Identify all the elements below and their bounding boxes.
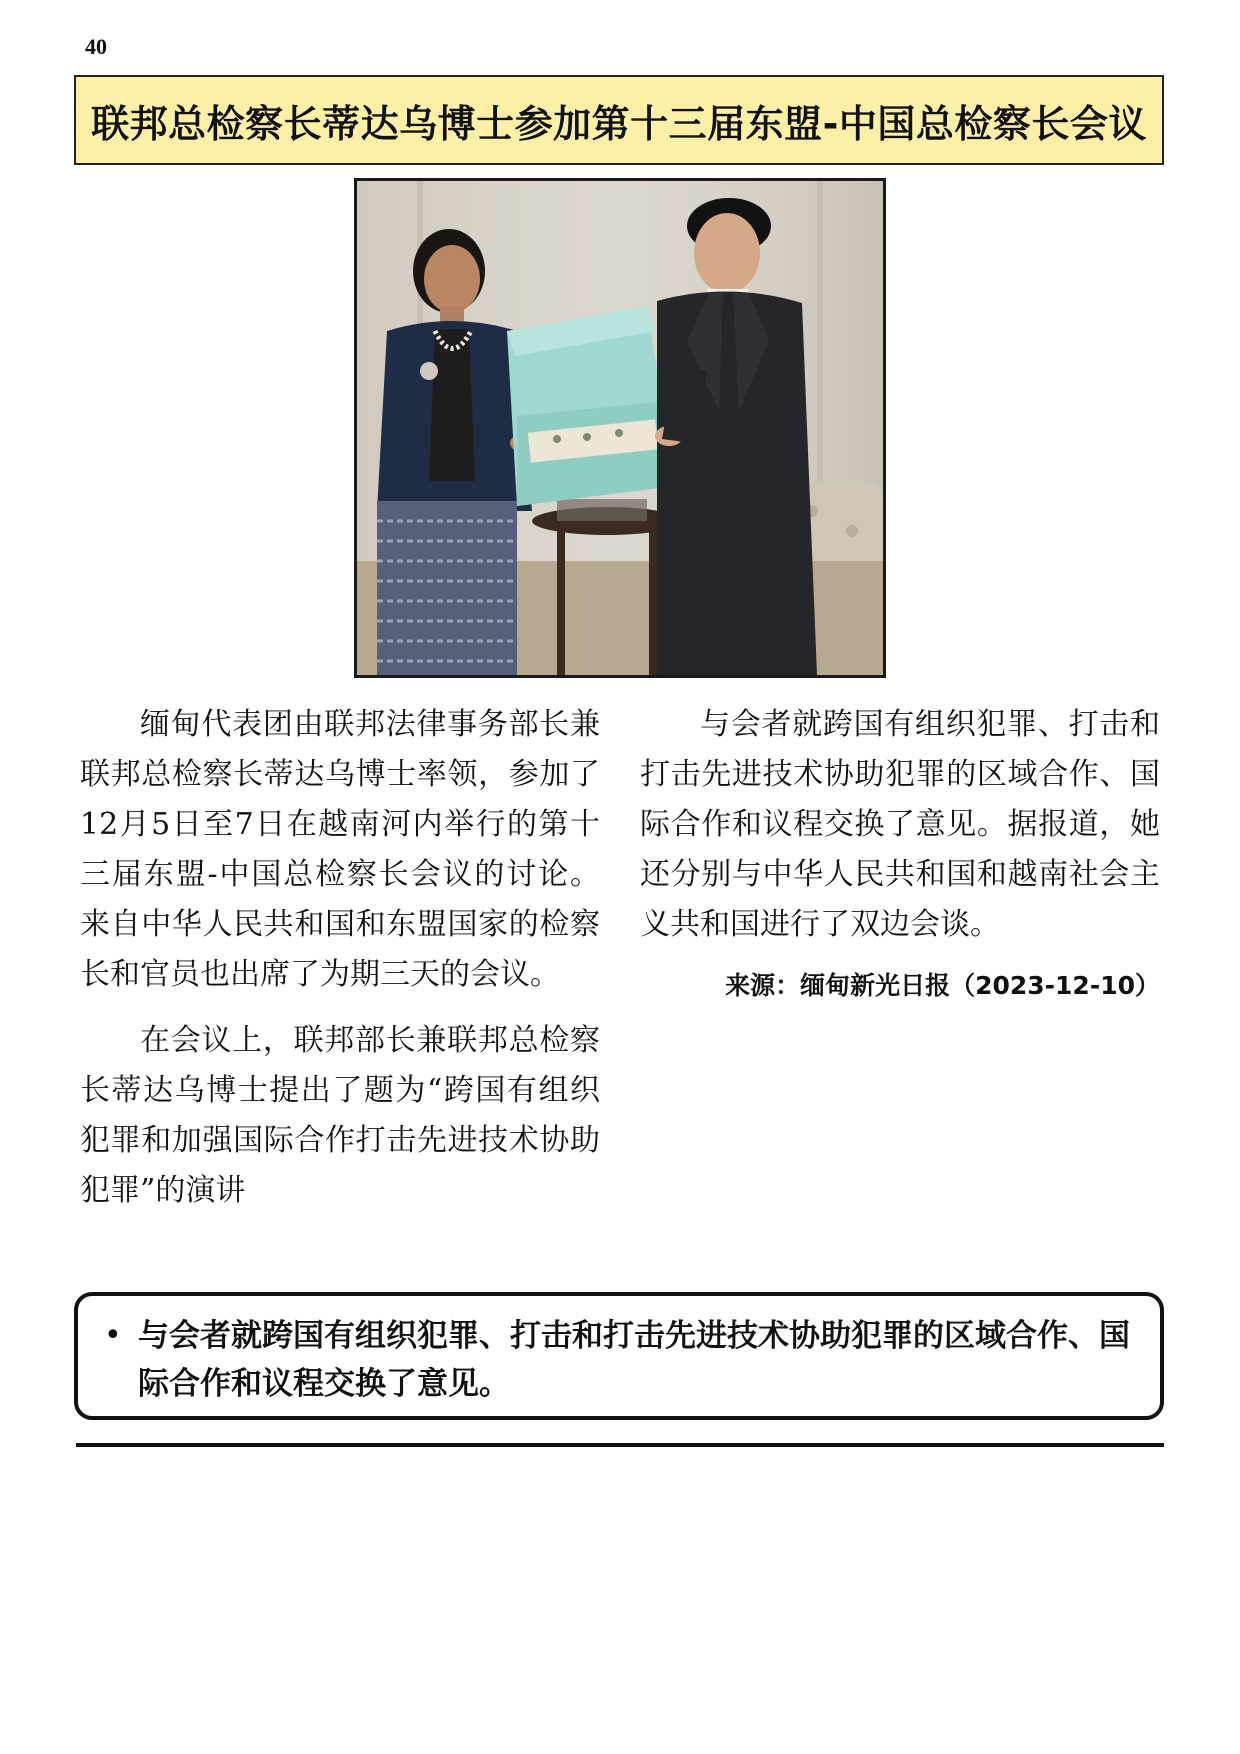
article-paragraph: 与会者就跨国有组织犯罪、打击和打击先进技术协助犯罪的区域合作、国际合作和议程交换了意见。据报道，她还分别与中华人民共和国和越南社会主义共和国进行了双边会谈。: [640, 707, 1160, 942]
article-paragraph: 在会议上，联邦部长兼联邦总检察长蒂达乌博士提出了题为“跨国有组织犯罪和加强国际合作打击先进技术协助犯罪”的演讲: [80, 1023, 600, 1208]
title-box: [74, 75, 1164, 165]
callout-text: 与会者就跨国有组织犯罪、打击和打击先进技术协助犯罪的区域合作、国际合作和议程交换了意见。: [138, 1318, 1130, 1402]
page-title: 联邦总检察长蒂达乌博士参加第十三届东盟-中国总检察长会议: [91, 101, 1147, 146]
bullet-icon: •: [104, 1318, 122, 1353]
article-paragraph: 缅甸代表团由联邦法律事务部长兼联邦总检察长蒂达乌博士率领，参加了12月5日至7日在越南河内举行的第十三届东盟-中国总检察长会议的讨论。来自中华人民共和国和东盟国家的检察长和官员也出席了为期三天的会议。: [80, 707, 600, 992]
article-left-column: [80, 700, 600, 1232]
bottom-divider: [76, 1443, 1164, 1447]
highlight-callout: [74, 1292, 1164, 1420]
source-citation: 来源：缅甸新光日报（2023-12-10）: [725, 971, 1160, 1000]
meeting-photo-illustration: [357, 181, 883, 675]
article-right-column: [640, 700, 1160, 1006]
meeting-photo: [354, 178, 886, 678]
page-number: 40: [85, 34, 107, 59]
